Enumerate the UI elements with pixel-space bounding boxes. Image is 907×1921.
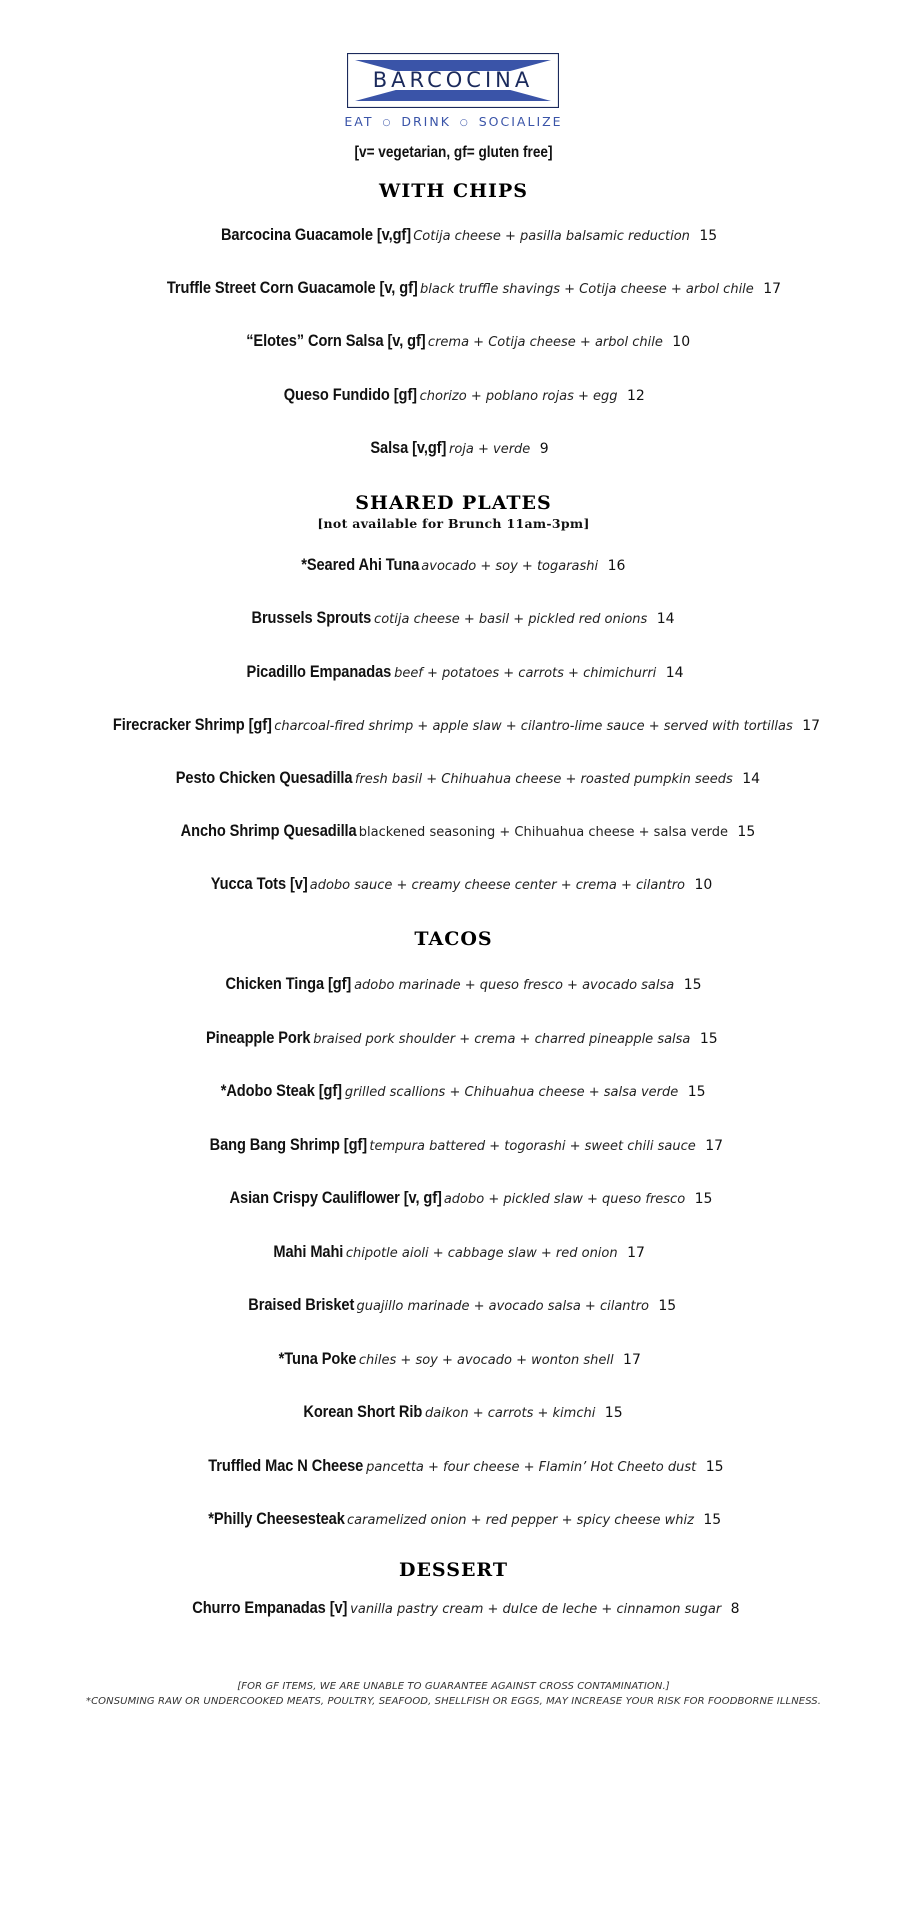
item-price: 15 — [703, 1512, 722, 1528]
item-description: adobo + pickled slaw + queso fresco — [443, 1192, 686, 1207]
item-price: 14 — [656, 611, 675, 627]
item-price: 10 — [672, 334, 691, 350]
item-price: 15 — [683, 977, 702, 993]
item-name: Braised Brisket — [248, 1295, 354, 1314]
menu-item — [0, 1597, 907, 1621]
item-name: Bang Bang Shrimp [gf] — [209, 1135, 367, 1154]
menu-item — [0, 873, 907, 897]
menu-item — [0, 1187, 907, 1211]
section-title-dessert: DESSERT — [398, 1559, 509, 1581]
item-description: chipotle aioli + cabbage slaw + red onion — [345, 1246, 618, 1261]
item-description: beef + potatoes + carrots + chimichurri — [394, 666, 657, 681]
item-price: 15 — [658, 1298, 677, 1314]
item-name: Truffled Mac N Cheese — [208, 1456, 364, 1475]
item-description: chiles + soy + avocado + wonton shell — [358, 1353, 614, 1368]
item-name: *Tuna Poke — [278, 1349, 357, 1368]
item-price: 9 — [539, 441, 549, 457]
item-description: tempura battered + togorashi + sweet chili sauce — [369, 1139, 696, 1154]
item-price: 17 — [763, 281, 782, 297]
item-name: *Adobo Steak [gf] — [221, 1081, 343, 1100]
item-name: Truffle Street Corn Guacamole [v, gf] — [166, 278, 418, 297]
menu-item — [0, 1294, 907, 1318]
separator-dot-icon: ○ — [459, 118, 470, 128]
item-name: *Seared Ahi Tuna — [300, 555, 419, 574]
item-description: caramelized onion + red pepper + spicy cheese whiz — [347, 1513, 694, 1528]
raw-food-warning: *CONSUMING RAW OR UNDERCOOKED MEATS, POULTRY, SEAFOOD, SHELLFISH OR EGGS, MAY INCREASE YOUR RISK FOR FOODBORNE ILLNESS. — [85, 1696, 822, 1707]
item-name: Salsa [v,gf] — [370, 438, 447, 457]
menu-item — [0, 1455, 907, 1479]
item-price: 15 — [687, 1084, 706, 1100]
item-price: 17 — [705, 1138, 724, 1154]
item-price: 15 — [705, 1459, 724, 1475]
item-price: 15 — [604, 1405, 623, 1421]
logo-text: BARCOCINA — [372, 68, 534, 92]
menu-item — [0, 820, 907, 844]
menu-item — [0, 767, 907, 791]
item-name: Pesto Chicken Quesadilla — [175, 768, 353, 787]
item-price: 17 — [802, 718, 821, 734]
item-price: 14 — [742, 771, 761, 787]
menu-item — [0, 973, 907, 997]
item-description: adobo sauce + creamy cheese center + crema + cilantro — [309, 878, 686, 893]
item-name: Korean Short Rib — [303, 1402, 423, 1421]
item-name: Mahi Mahi — [273, 1242, 344, 1261]
item-name: Queso Fundido [gf] — [283, 385, 418, 404]
menu-item — [0, 1027, 907, 1051]
section-title-chips: WITH CHIPS — [379, 180, 528, 202]
item-description: roja + verde — [448, 442, 531, 457]
barcocina-logo — [347, 53, 559, 108]
item-name: Pineapple Pork — [206, 1028, 311, 1047]
item-description: cotija cheese + basil + pickled red onions — [374, 612, 648, 627]
item-name: Picadillo Empanadas — [246, 662, 392, 681]
item-description: vanilla pastry cream + dulce de leche + cinnamon sugar — [350, 1602, 722, 1617]
menu-item — [0, 330, 907, 354]
item-price: 14 — [665, 665, 684, 681]
item-price: 12 — [626, 388, 645, 404]
item-price: 10 — [694, 877, 713, 893]
item-name: Brussels Sprouts — [251, 608, 372, 627]
item-description: Cotija cheese + pasilla balsamic reduction — [413, 229, 690, 244]
item-description: avocado + soy + togarashi — [421, 559, 599, 574]
item-name: Ancho Shrimp Quesadilla — [180, 821, 357, 840]
item-price: 17 — [623, 1352, 641, 1368]
menu-item — [0, 437, 907, 461]
item-name: Churro Empanadas [v] — [192, 1598, 348, 1617]
dietary-legend: [v= vegetarian, gf= gluten free] — [354, 144, 553, 161]
item-price: 15 — [699, 1031, 718, 1047]
section-title-tacos: TACOS — [414, 928, 493, 950]
item-description: guajillo marinade + avocado salsa + cilantro — [356, 1299, 649, 1314]
menu-item — [0, 1134, 907, 1158]
menu-item — [0, 1348, 907, 1372]
menu-item — [0, 714, 907, 738]
item-price: 16 — [607, 558, 626, 574]
item-description: pancetta + four cheese + Flamin’ Hot Cheeto dust — [366, 1460, 697, 1475]
menu-item — [0, 384, 907, 408]
section-subtitle-shared-plates: [not available for Brunch 11am-3pm] — [317, 516, 590, 531]
item-description: braised pork shoulder + crema + charred pineapple salsa — [313, 1032, 691, 1047]
item-name: “Elotes” Corn Salsa [v, gf] — [246, 331, 426, 350]
item-description: blackened seasoning + Chihuahua cheese + salsa verde — [358, 825, 728, 840]
menu-item — [0, 1508, 907, 1532]
item-description: fresh basil + Chihuahua cheese + roasted pumpkin seeds — [354, 772, 733, 787]
menu-item — [0, 661, 907, 685]
menu-item — [0, 554, 907, 578]
section-title-shared-plates: SHARED PLATES — [355, 492, 552, 514]
logo-tagline — [0, 114, 907, 129]
item-name: Yucca Tots [v] — [210, 874, 308, 893]
item-price: 15 — [699, 228, 718, 244]
item-description: grilled scallions + Chihuahua cheese + salsa verde — [344, 1085, 679, 1100]
item-price: 8 — [730, 1601, 740, 1617]
separator-dot-icon: ○ — [382, 118, 393, 128]
menu-item — [0, 277, 907, 301]
menu-item — [0, 224, 907, 248]
item-name: Chicken Tinga [gf] — [225, 974, 352, 993]
item-name: Asian Crispy Cauliflower [v, gf] — [229, 1188, 442, 1207]
menu-item — [0, 1401, 907, 1425]
item-name: Barcocina Guacamole [v,gf] — [220, 225, 411, 244]
item-description: daikon + carrots + kimchi — [425, 1406, 596, 1421]
menu-item — [0, 607, 907, 631]
item-description: chorizo + poblano rojas + egg — [419, 389, 618, 404]
tagline-drink: DRINK — [401, 114, 451, 129]
item-description: charcoal-fired shrimp + apple slaw + cilantro-lime sauce + served with tortillas — [274, 719, 793, 734]
tagline-eat: EAT — [344, 114, 374, 129]
item-price: 15 — [694, 1191, 713, 1207]
item-price: 17 — [627, 1245, 645, 1261]
tagline-socialize: SOCIALIZE — [478, 114, 563, 129]
item-name: Firecracker Shrimp [gf] — [112, 715, 272, 734]
item-description: adobo marinade + queso fresco + avocado salsa — [354, 978, 675, 993]
gluten-free-disclaimer: [FOR GF ITEMS, WE ARE UNABLE TO GUARANTEE AGAINST CROSS CONTAMINATION.] — [237, 1681, 670, 1692]
item-price: 15 — [737, 824, 756, 840]
item-description: crema + Cotija cheese + arbol chile — [427, 335, 663, 350]
menu-item — [0, 1241, 907, 1265]
item-description: black truffle shavings + Cotija cheese + arbol chile — [420, 282, 754, 297]
item-name: *Philly Cheesesteak — [208, 1509, 345, 1528]
menu-item — [0, 1080, 907, 1104]
